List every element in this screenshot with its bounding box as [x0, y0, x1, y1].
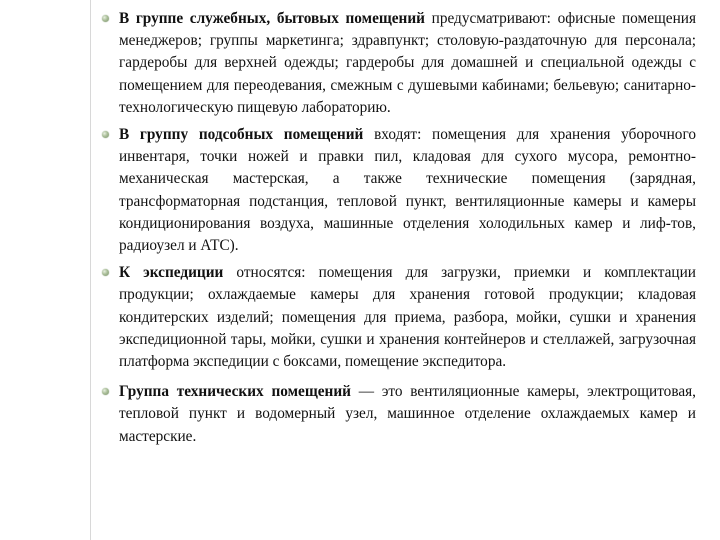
bullet-item-auxiliary-rooms	[100, 124, 696, 257]
bullet-list	[100, 8, 696, 456]
bullet-icon	[102, 388, 109, 395]
bullet-lead: В группе служебных, бытовых помещений	[119, 10, 425, 27]
bullet-body: относятся: помещения для загрузки, приемки и комплектации продукции; охлаждаемые камеры для хранения готовой продукции; кладовая кондитерских изделий; помещения для приема, разбора, мойки, сушки и хранения экспедиционной тары, мойки, сушки и хранения контейнеров и стеллажей, загрузочная платформа экспедиции с боксами, помещение экспедитора.	[119, 264, 696, 371]
bullet-item-service-rooms	[100, 8, 696, 119]
slide-left-border	[90, 0, 91, 540]
bullet-item-expedition	[100, 262, 696, 373]
bullet-body: — это вентиляционные камеры, электрощитовая, тепловой пункт и водомерный узел, машинное отделение охлаждаемых камер и мастерские.	[119, 383, 696, 445]
bullet-item-technical-rooms	[100, 381, 696, 448]
bullet-lead: В группу подсобных помещений	[119, 126, 364, 144]
bullet-lead: Группа технических помещений	[119, 383, 351, 401]
bullet-text	[119, 381, 696, 448]
bullet-icon	[102, 131, 109, 138]
bullet-icon	[102, 269, 109, 276]
bullet-body: предусматривают: офисные помещения менеджеров; группы маркетинга; здравпункт; столовую-раздаточную для персонала; гардеробы для верхней одежды; гардеробы для домашней и специальной одежды с помещением для переодевания, смежным с душевыми кабинами; бельевую; санитарно-технологическую пищевую лабораторию.	[119, 10, 696, 116]
bullet-text	[119, 8, 696, 119]
bullet-icon	[102, 15, 109, 22]
bullet-body: входят: помещения для хранения уборочного инвентаря, точки ножей и правки пил, кладовая для сухого мусора, ремонтно-механическая мастерская, а также технические помещения (зарядная, трансформаторная подстанция, тепловой пункт, вентиляционные камеры и камеры кондиционирования воздуха, машинные отделения холодильных камер и лиф-тов, радиоузел и АТС).	[119, 126, 696, 255]
bullet-text	[119, 262, 696, 373]
bullet-lead: К экспедиции	[119, 264, 224, 282]
bullet-text	[119, 124, 696, 257]
